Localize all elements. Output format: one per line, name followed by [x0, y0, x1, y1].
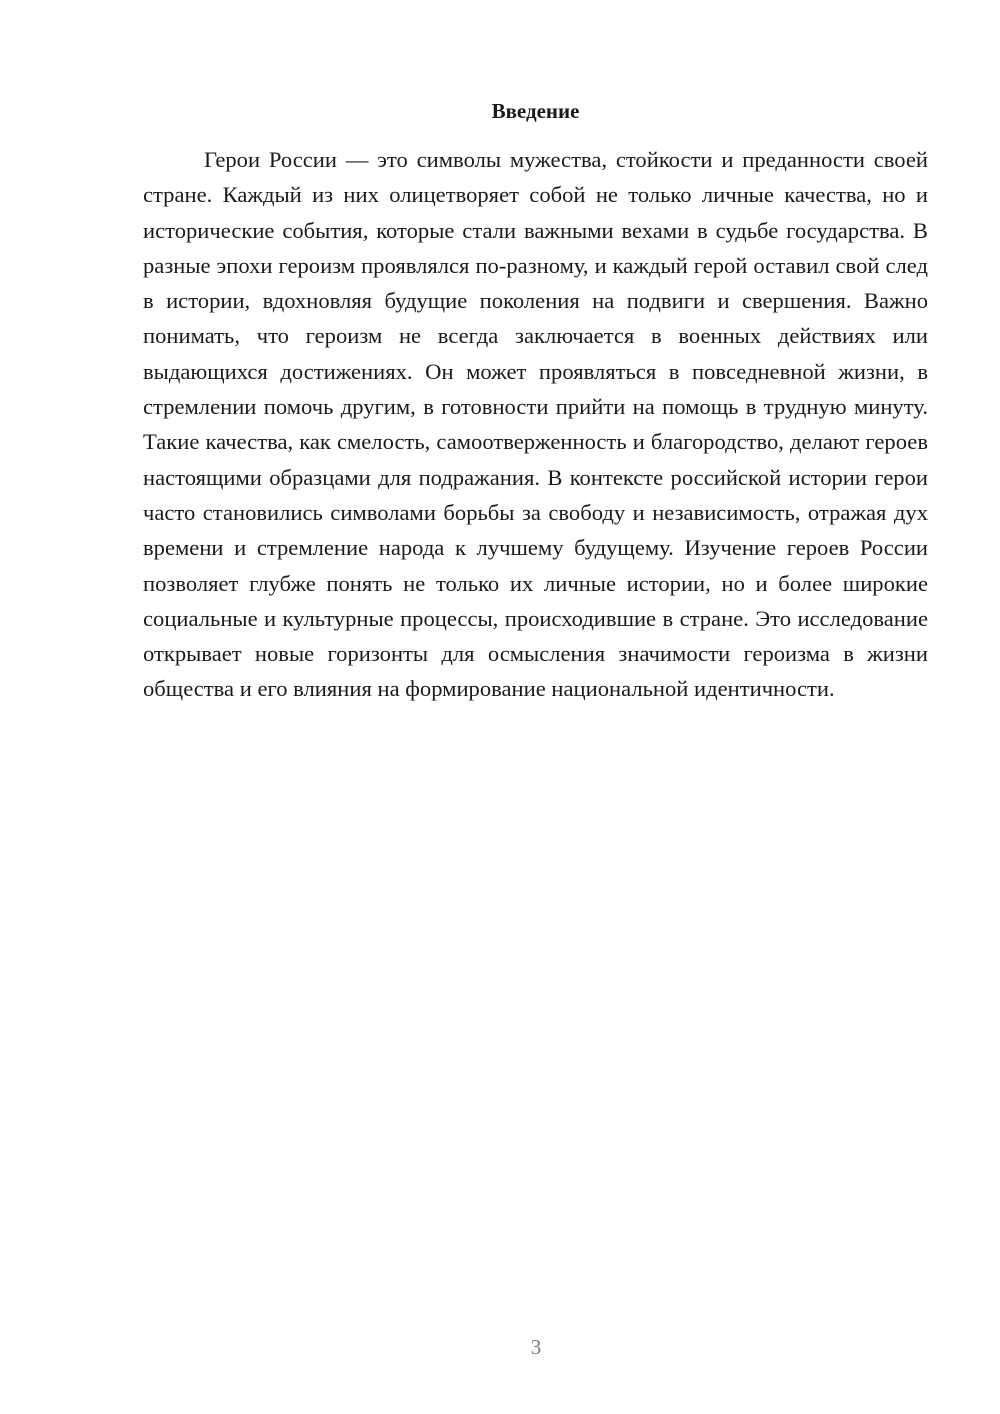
section-heading: Введение: [491, 99, 580, 123]
introduction-paragraph: Герои России — это символы мужества, стойкости и преданности своей стране. Каждый из них олицетворяет собой не только личные качества, но и исторические события, которые стали важными вехами в судьбе государства. В разные эпохи героизм проявлялся по-разному, и каждый герой оставил свой след в истории, вдохновляя будущие поколения на подвиги и свершения. Важно понимать, что героизм не всегда заключается в военных действиях или выдающихся достижениях. Он может проявляться в повседневной жизни, в стремлении помочь другим, в готовности прийти на помощь в трудную минуту. Такие качества, как смелость, самоотверженность и благородство, делают героев настоящими образцами для подражания. В контексте российской истории герои часто становились символами борьбы за свободу и независимость, отражая дух времени и стремление народа к лучшему будущему. Изучение героев России позволяет глубже понять не только их личные истории, но и более широкие социальные и культурные процессы, происходившие в стране. Это исследование открывает новые горизонты для осмысления значимости героизма в жизни общества и его влияния на формирование национальной идентичности.: [143, 147, 928, 702]
page-number: 3: [530, 1335, 542, 1359]
